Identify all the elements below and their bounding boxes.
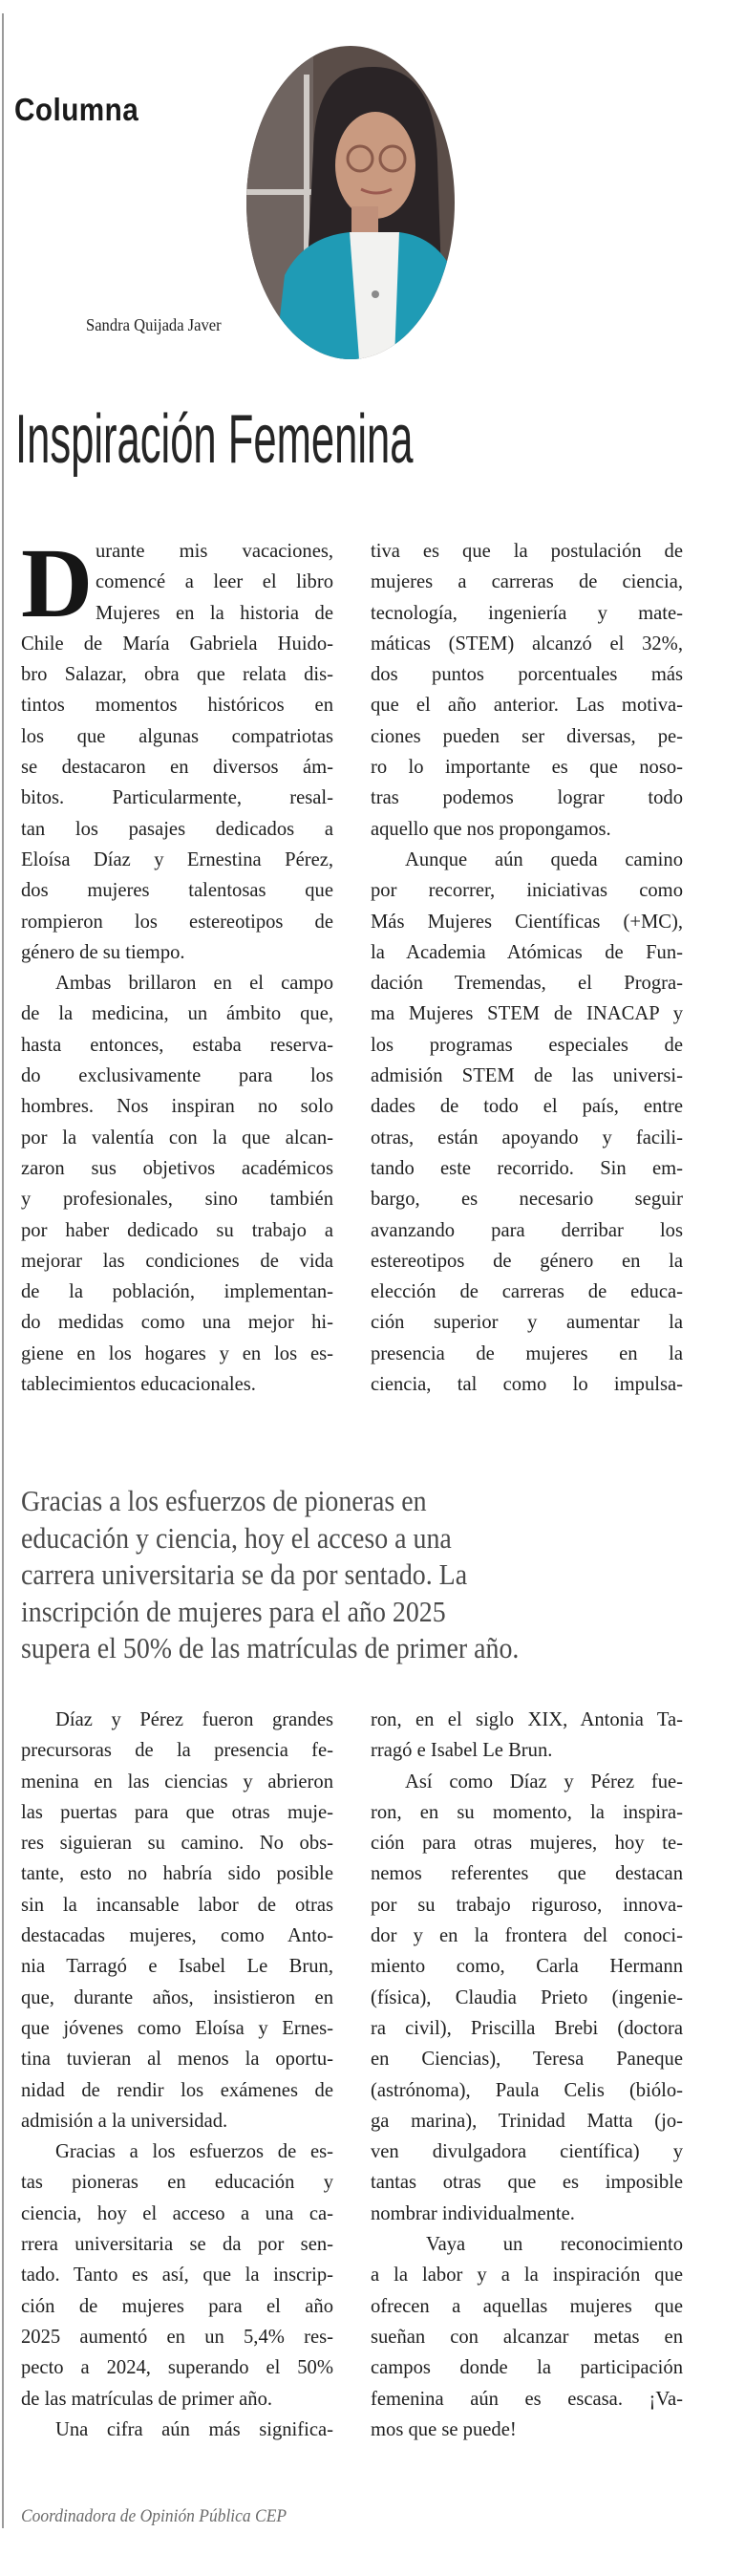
paragraph — [21, 1705, 333, 2136]
text-line: ven divulgadora científica) y — [371, 2141, 683, 2163]
text-line: mos que se puede! — [371, 2418, 517, 2440]
drop-cap: D — [21, 528, 94, 638]
paragraph — [371, 1767, 683, 2229]
text-line: ciones pueden ser diversas, pe- — [371, 725, 683, 747]
paragraph — [21, 2136, 333, 2415]
text-line: ga marina), Trinidad Matta (jo- — [371, 2110, 683, 2132]
text-line: tablecimientos educacionales. — [21, 1374, 256, 1396]
text-line: aquello que nos propongamos. — [371, 818, 611, 840]
text-line: nia Tarragó e Isabel Le Brun, — [21, 1956, 333, 1978]
text-line: (física), Claudia Prieto (ingenie- — [371, 1986, 683, 2008]
text-line: que el año anterior. Las motiva- — [371, 695, 683, 717]
text-line: tan los pasajes dedicados a — [21, 818, 333, 840]
paragraph — [371, 1705, 683, 1767]
text-line: de la medicina, un ámbito que, — [21, 1003, 333, 1025]
text-line: nidad de rendir los exámenes de — [21, 2079, 333, 2101]
text-line: do medidas como una mejor hi- — [21, 1312, 333, 1334]
text-line: bitos. Particularmente, resal- — [21, 787, 333, 809]
text-line: ma Mujeres STEM de INACAP y — [371, 1003, 683, 1025]
paragraph — [21, 2415, 333, 2445]
text-line: ción para otras mujeres, hoy te- — [371, 1833, 683, 1855]
author-role: Coordinadora de Opinión Pública CEP — [21, 2506, 287, 2526]
text-line: hasta entonces, estaba reserva- — [21, 1034, 333, 1056]
text-line: destacadas mujeres, como Anto- — [21, 1925, 333, 1947]
text-line: dos puntos porcentuales más — [371, 664, 683, 686]
text-line: otras, están apoyando y facili- — [371, 1127, 683, 1148]
body-column-upper-right — [371, 536, 683, 1400]
text-line: ra civil), Priscilla Brebi (doctora — [371, 2017, 683, 2039]
text-line: rrera universitaria se da por sen- — [21, 2234, 333, 2256]
text-line: Aunque aún queda camino — [405, 848, 683, 870]
paragraph — [21, 528, 333, 968]
text-line: precursoras de la presencia fe- — [21, 1740, 333, 1762]
text-line: Eloísa Díaz y Ernestina Pérez, — [21, 848, 333, 870]
text-line: que jóvenes como Eloísa y Ernes- — [21, 2017, 333, 2039]
text-line: máticas (STEM) alcanzó el 32%, — [371, 633, 683, 655]
text-line: ofrecen a aquellas mujeres que — [371, 2295, 683, 2317]
text-line: Una cifra aún más significa- — [55, 2418, 333, 2440]
text-line: mejorar las condiciones de vida — [21, 1250, 333, 1272]
text-line: nombrar individualmente. — [371, 2202, 575, 2224]
text-line: (astrónoma), Paula Celis (biólo- — [371, 2079, 683, 2101]
pull-quote — [21, 1483, 574, 1667]
text-line: rompieron los estereotipos de — [21, 911, 333, 933]
text-line: bargo, es necesario seguir — [371, 1189, 683, 1211]
text-line: dos mujeres talentosas que — [21, 880, 333, 902]
text-line: ción de mujeres para el año — [21, 2295, 333, 2317]
text-line: Gracias a los esfuerzos de es- — [55, 2141, 333, 2163]
text-line: admisión STEM de las universi- — [371, 1065, 683, 1087]
paragraph — [371, 845, 683, 1400]
article-headline: Inspiración Femenina — [15, 401, 414, 478]
text-line: ciencia, tal como lo impulsa- — [371, 1374, 683, 1396]
text-line: género de su tiempo. — [21, 941, 185, 963]
pull-quote-line: educación y ciencia, hoy el acceso a una — [21, 1520, 452, 1555]
text-line: 2025 aumentó en un 5,4% res- — [21, 2326, 333, 2348]
pull-quote-line: carrera universitaria se da por sentado. La — [21, 1557, 468, 1591]
text-line: avanzando para derribar los — [371, 1219, 683, 1241]
text-line: a la labor y a la inspiración que — [371, 2265, 683, 2286]
text-line: tecnología, ingeniería y mate- — [371, 602, 683, 624]
text-line: res siguieran su camino. No obs- — [21, 1833, 333, 1855]
body-column-lower-left — [21, 1705, 333, 2445]
text-line: Más Mujeres Científicas (+MC), — [371, 911, 683, 933]
pull-quote-line: inscripción de mujeres para el año 2025 — [21, 1594, 446, 1628]
text-line: se destacaron en diversos ám- — [21, 757, 333, 779]
text-line: ciencia, hoy el acceso a una ca- — [21, 2202, 333, 2224]
text-line: Mujeres en la historia de — [96, 602, 333, 624]
text-line: tado. Tanto es así, que la inscrip- — [21, 2265, 333, 2286]
text-line: miento como, Carla Hermann — [371, 1956, 683, 1978]
text-line: urante mis vacaciones, — [96, 541, 333, 562]
text-line: comencé a leer el libro — [96, 571, 333, 593]
text-line: mujeres a carreras de ciencia, — [371, 571, 683, 593]
text-line: nemos referentes que destacan — [371, 1863, 683, 1885]
text-line: tina tuvieran al menos la oportu- — [21, 2049, 333, 2071]
text-line: ro lo importante es que noso- — [371, 757, 683, 779]
text-line: ron, en el siglo XIX, Antonia Ta- — [371, 1709, 683, 1730]
text-line: tando este recorrido. Sin em- — [371, 1157, 683, 1179]
text-line: por haber dedicado su trabajo a — [21, 1219, 333, 1241]
text-line: sin la incansable labor de otras — [21, 1894, 333, 1916]
text-line: tiva es que la postulación de — [371, 541, 683, 562]
text-line: rragó e Isabel Le Brun. — [371, 1740, 553, 1762]
text-line: por la valentía con la que alcan- — [21, 1127, 333, 1148]
text-line: dación Tremendas, el Progra- — [371, 973, 683, 995]
text-line: por su trabajo riguroso, innova- — [371, 1894, 683, 1916]
paragraph — [371, 536, 683, 845]
text-line: femenina aún es escasa. ¡Va- — [371, 2388, 683, 2410]
text-line: la Academia Atómicas de Fun- — [371, 941, 683, 963]
text-line: ción superior y aumentar la — [371, 1312, 683, 1334]
text-line: elección de carreras de educa- — [371, 1281, 683, 1303]
text-line: ron, en su momento, la inspira- — [371, 1801, 683, 1823]
text-line: do exclusivamente para los — [21, 1065, 333, 1087]
text-line: menina en las ciencias y abrieron — [21, 1771, 333, 1792]
pull-quote-line: Gracias a los esfuerzos de pioneras en — [21, 1484, 427, 1517]
text-line: admisión a la universidad. — [21, 2110, 228, 2132]
text-line: por recorrer, iniciativas como — [371, 880, 683, 902]
text-line: tas pioneras en educación y — [21, 2172, 333, 2194]
text-line: y profesionales, sino también — [21, 1189, 333, 1211]
text-line: dor y en la frontera del conoci- — [371, 1925, 683, 1947]
text-line: tintos momentos históricos en — [21, 695, 333, 717]
text-line: hombres. Nos inspiran no solo — [21, 1096, 333, 1118]
text-line: Chile de María Gabriela Huido- — [21, 633, 333, 655]
text-line: campos donde la participación — [371, 2357, 683, 2379]
text-line: que, durante años, insistieron en — [21, 1986, 333, 2008]
body-column-lower-right — [371, 1705, 683, 2445]
text-line: presencia de mujeres en la — [371, 1342, 683, 1364]
text-line: estereotipos de género en la — [371, 1250, 683, 1272]
text-line: zaron sus objetivos académicos — [21, 1157, 333, 1179]
text-line: tante, esto no habría sido posible — [21, 1863, 333, 1885]
text-line: en Ciencias), Teresa Paneque — [371, 2049, 683, 2071]
text-line: Díaz y Pérez fueron grandes — [55, 1709, 333, 1730]
text-line: las puertas para que otras muje- — [21, 1801, 333, 1823]
section-label: Columna — [14, 92, 139, 127]
text-line: Ambas brillaron en el campo — [55, 973, 333, 995]
text-line: los que algunas compatriotas — [21, 725, 333, 747]
text-line: de la población, implementan- — [21, 1281, 333, 1303]
text-line: Así como Díaz y Pérez fue- — [405, 1771, 683, 1792]
pull-quote-line: supera el 50% de las matrículas de primer año. — [21, 1631, 520, 1664]
text-line: bro Salazar, obra que relata dis- — [21, 664, 333, 686]
text-line: pecto a 2024, superando el 50% — [21, 2357, 333, 2379]
text-line: dades de todo el país, entre — [371, 1096, 683, 1118]
paragraph — [371, 2229, 683, 2445]
text-line: de las matrículas de primer año. — [21, 2388, 273, 2410]
text-line: sueñan con alcanzar metas en — [371, 2326, 683, 2348]
text-line: tras podemos lograr todo — [371, 787, 683, 809]
body-column-upper-left — [21, 528, 333, 1400]
left-column-rule — [2, 13, 4, 2528]
text-line: Vaya un reconocimiento — [426, 2234, 683, 2256]
paragraph — [21, 968, 333, 1400]
text-line: tantas otras que es imposible — [371, 2172, 683, 2194]
text-line: giene en los hogares y en los es- — [21, 1342, 333, 1364]
author-byline: Sandra Quijada Javer — [86, 315, 222, 334]
author-photo — [246, 46, 455, 359]
text-line: los programas especiales de — [371, 1034, 683, 1056]
